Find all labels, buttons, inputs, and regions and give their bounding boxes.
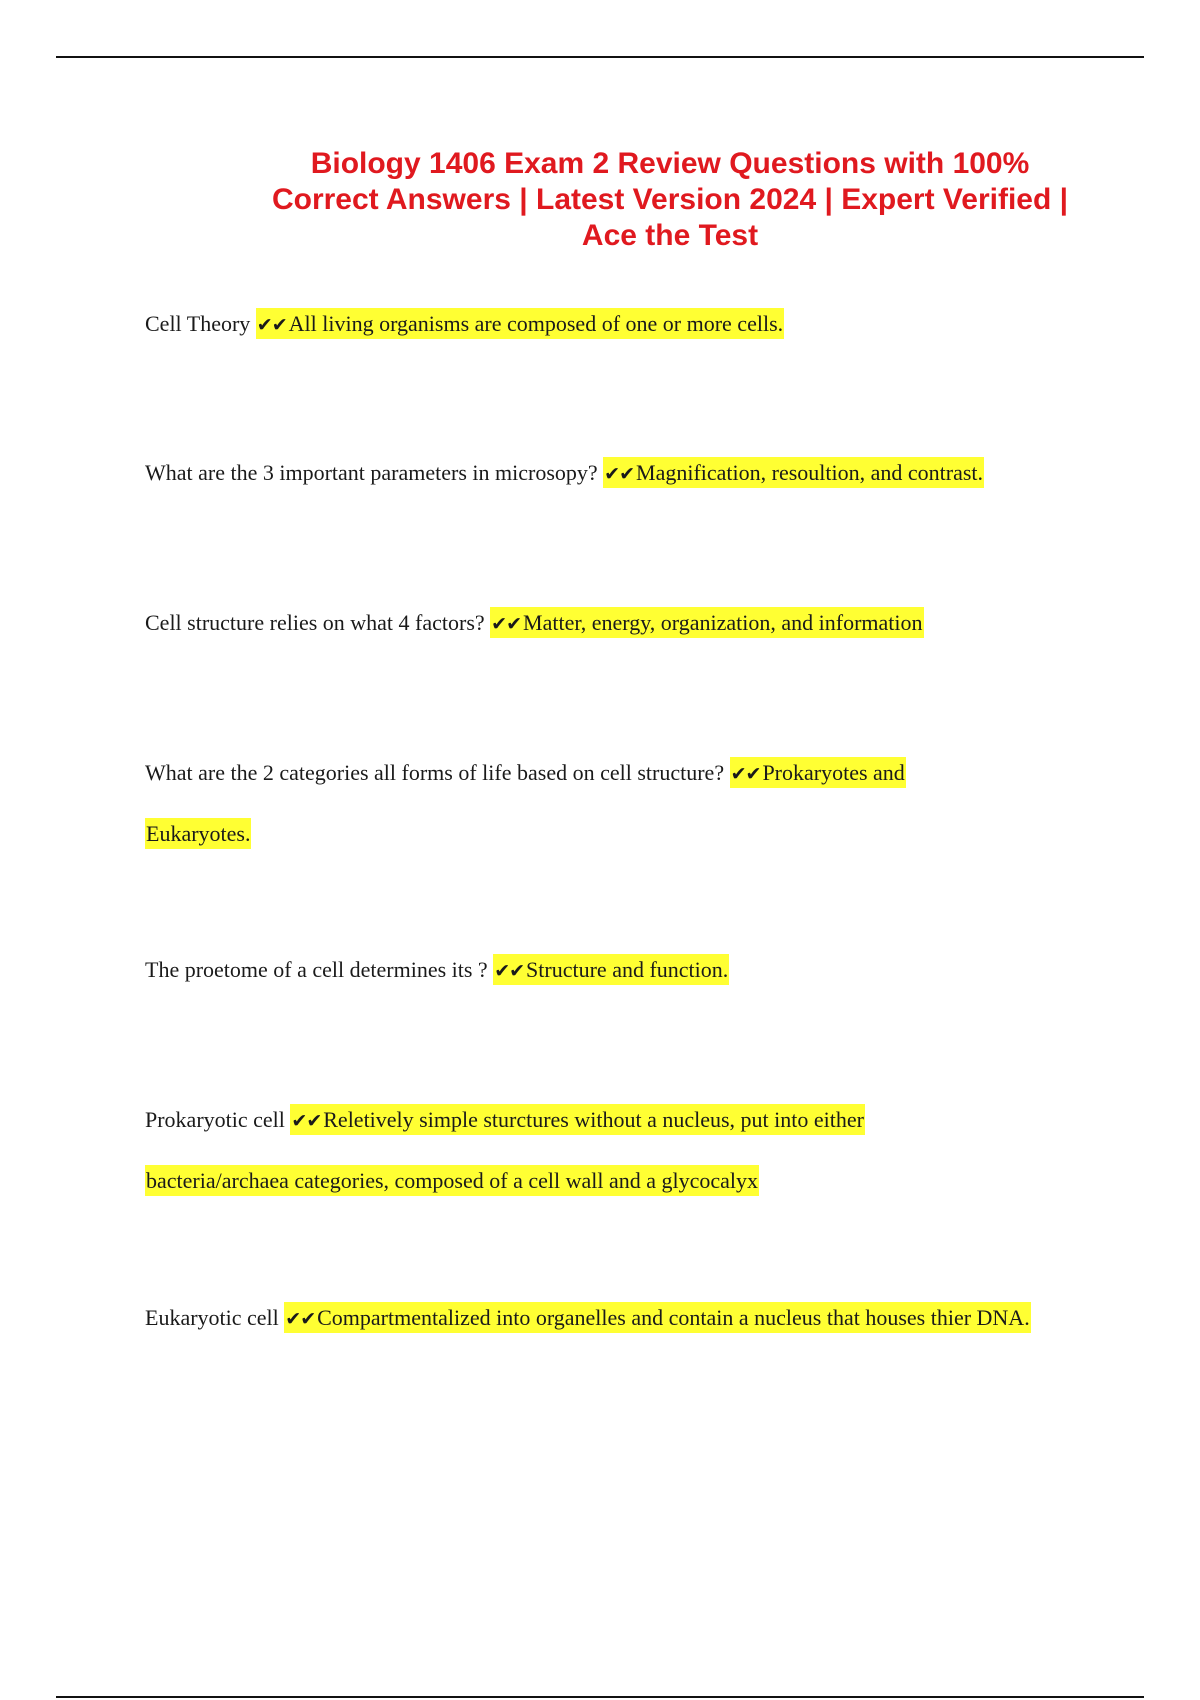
qa-item-cell-structure (145, 593, 1085, 654)
double-check-icon: ✔✔ (285, 1308, 316, 1330)
top-rule (56, 56, 1144, 58)
bottom-rule (56, 1696, 1144, 1698)
answer-highlight (493, 954, 729, 985)
document-title: Biology 1406 Exam 2 Review Questions with 100% Correct Answers | Latest Version 2024 | Expert Verified | Ace the Test (271, 147, 1069, 252)
double-check-icon: ✔✔ (604, 463, 635, 485)
answer-text: Prokaryotes and Eukaryotes. (146, 760, 905, 846)
double-check-icon: ✔✔ (256, 314, 287, 336)
answer-text: Reletively simple sturctures without a nucleus, put into either bacteria/archaea categories, composed of a cell wall and a glycocalyx (146, 1107, 864, 1193)
qa-item-cell-theory (145, 294, 1085, 355)
qa-item-prokaryotic-cell (145, 1090, 905, 1210)
answer-text: Compartmentalized into organelles and contain a nucleus that houses thier DNA. (317, 1305, 1030, 1330)
question-text: What are the 3 important parameters in microsopy? (145, 460, 598, 485)
answer-text: Matter, energy, organization, and information (523, 610, 923, 635)
qa-item-life-categories (145, 743, 975, 863)
answer-highlight (603, 457, 984, 488)
qa-item-proteome (145, 940, 1085, 1001)
qa-item-microscopy (145, 443, 1085, 504)
answer-text: Magnification, resoultion, and contrast. (636, 460, 984, 485)
answer-text: All living organisms are composed of one or more cells. (288, 311, 784, 336)
question-text: Prokaryotic cell (145, 1107, 285, 1132)
answer-highlight (256, 308, 784, 339)
question-text: Cell structure relies on what 4 factors? (145, 610, 485, 635)
double-check-icon: ✔✔ (491, 613, 522, 635)
question-text: Cell Theory (145, 311, 251, 336)
question-text: What are the 2 categories all forms of life based on cell structure? (145, 760, 725, 785)
question-text: Eukaryotic cell (145, 1305, 279, 1330)
double-check-icon: ✔✔ (494, 960, 525, 982)
double-check-icon: ✔✔ (291, 1110, 322, 1132)
answer-highlight (284, 1302, 1030, 1333)
qa-item-eukaryotic-cell (145, 1288, 1085, 1349)
answer-highlight (490, 607, 923, 638)
double-check-icon: ✔✔ (730, 763, 761, 785)
question-text: The proetome of a cell determines its ? (145, 957, 488, 982)
answer-text: Structure and function. (526, 957, 729, 982)
